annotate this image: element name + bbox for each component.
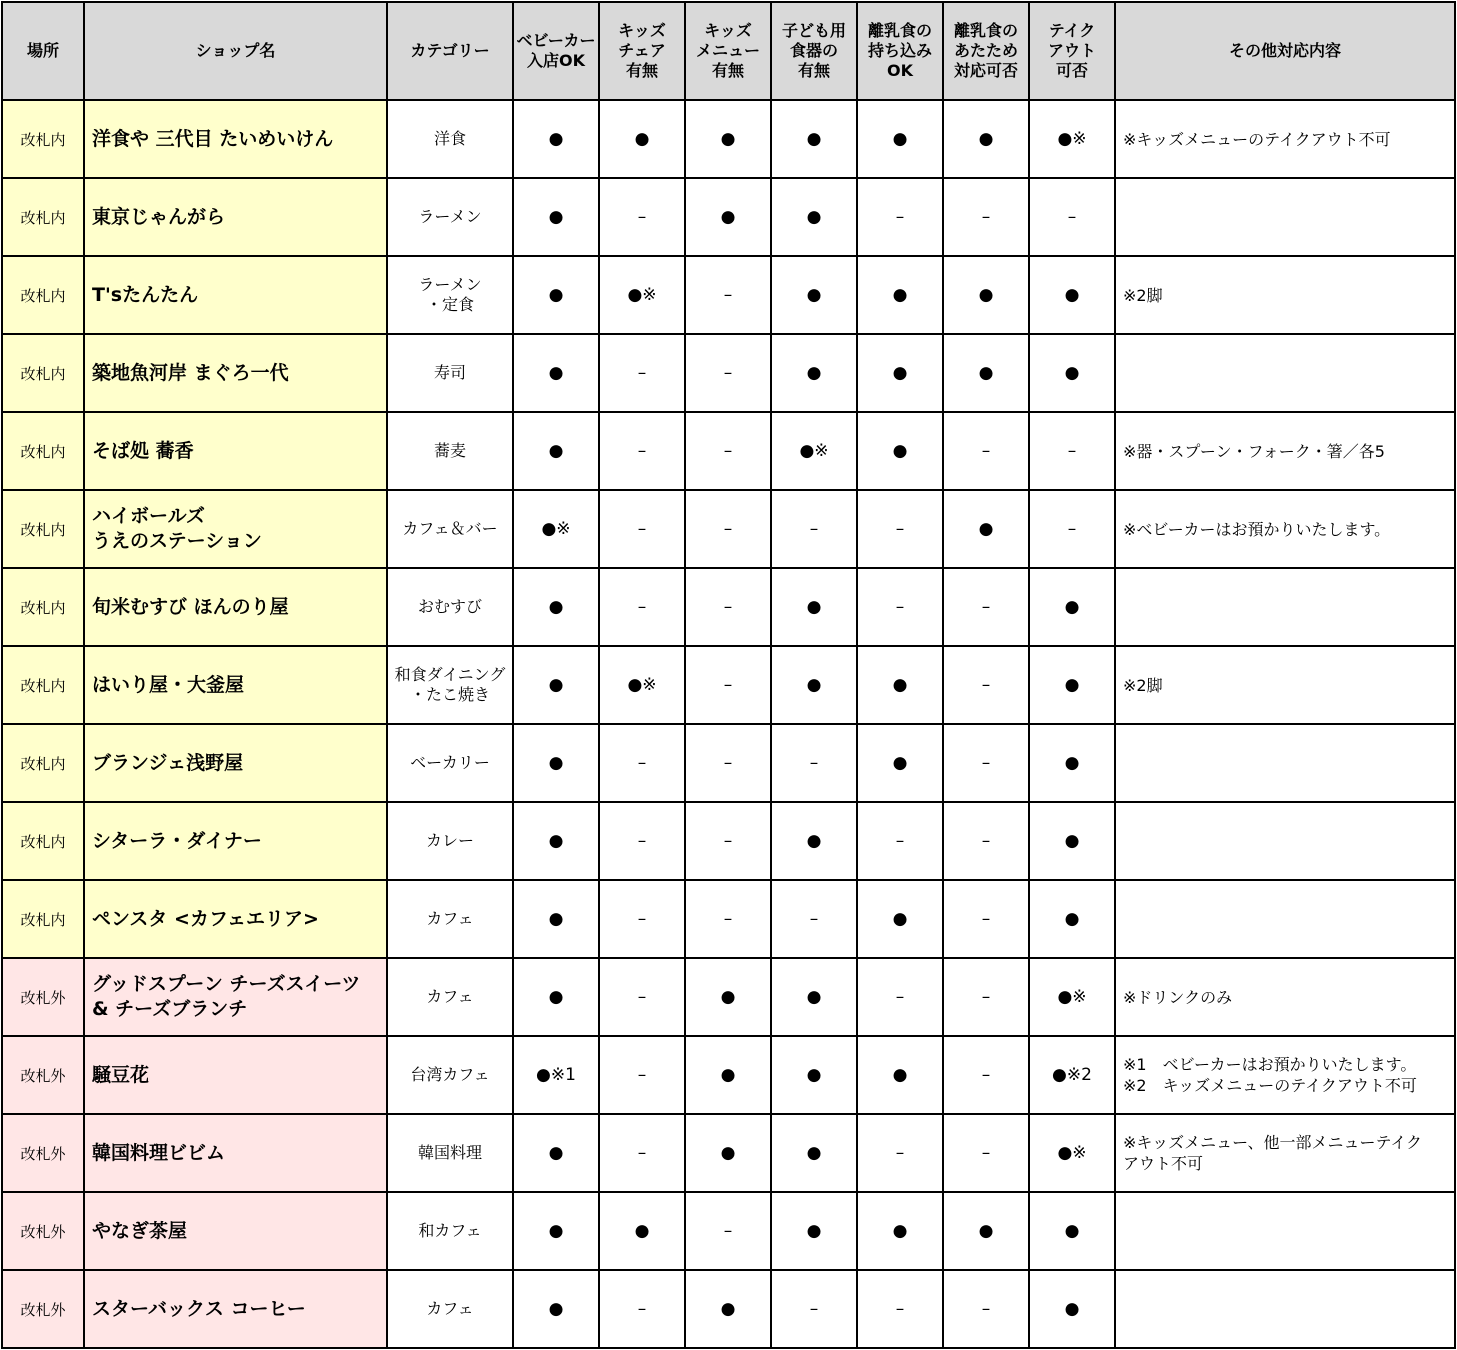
takeout-mark: ●※: [1029, 100, 1115, 178]
baby-food-bring-in-mark: ●: [857, 100, 943, 178]
location-cell: 改札外: [2, 1036, 84, 1114]
shop-name-line: スターバックス コーヒー: [92, 1297, 306, 1320]
baby-food-warming-mark: ●: [943, 490, 1029, 568]
location-cell: 改札内: [2, 178, 84, 256]
note-line: ※ベビーカーはお預かりいたします。: [1123, 519, 1391, 539]
stroller-ok-mark: ●: [513, 1270, 599, 1348]
location-cell: 改札内: [2, 490, 84, 568]
shop-name-line: 洋食や 三代目 たいめいけん: [92, 127, 334, 150]
notes-cell: [1115, 1192, 1455, 1270]
shop-name-line: そば処 蕎香: [92, 439, 194, 462]
shop-name-line: 旬米むすび ほんのり屋: [92, 595, 289, 618]
kids-menu-mark: –: [685, 724, 771, 802]
header-line: テイク: [1048, 21, 1096, 40]
header-row: [2, 2, 1455, 100]
category-cell: [387, 958, 513, 1036]
kids-tableware-mark: ●: [771, 958, 857, 1036]
shop-facility-table: [1, 1, 1456, 1349]
shop-name-cell: [84, 724, 387, 802]
stroller-ok-mark: ●: [513, 802, 599, 880]
stroller-ok-mark: ●: [513, 1114, 599, 1192]
category-cell: [387, 1114, 513, 1192]
stroller-ok-mark: ●※1: [513, 1036, 599, 1114]
baby-food-warming-mark: –: [943, 178, 1029, 256]
takeout-mark: ●: [1029, 646, 1115, 724]
location-cell: 改札内: [2, 802, 84, 880]
stroller-ok-mark: ●: [513, 568, 599, 646]
table-row: [2, 568, 1455, 646]
kids-chair-mark: ●※: [599, 646, 685, 724]
notes-cell: [1115, 178, 1455, 256]
shop-name-line: ハイボールズ: [92, 505, 206, 527]
stroller-ok-mark: ●: [513, 646, 599, 724]
notes-cell: [1115, 412, 1455, 490]
header-kids-chair: [599, 2, 685, 100]
category-line: カフェ＆バー: [402, 519, 498, 538]
note-line: ※1 ベビーカーはお預かりいたします。: [1123, 1055, 1417, 1074]
shop-name-cell: [84, 1036, 387, 1114]
baby-food-bring-in-mark: ●: [857, 412, 943, 490]
category-cell: [387, 334, 513, 412]
header-line: キッズ: [704, 21, 752, 40]
notes-cell: [1115, 100, 1455, 178]
stroller-ok-mark: ●: [513, 880, 599, 958]
kids-menu-mark: –: [685, 880, 771, 958]
shop-name-cell: [84, 1192, 387, 1270]
header-kids-tableware: [771, 2, 857, 100]
kids-tableware-mark: ●: [771, 1114, 857, 1192]
shop-name-line: シターラ・ダイナー: [92, 829, 262, 852]
shop-name-line: グッドスプーン チーズスイーツ: [92, 973, 361, 995]
table-body: [2, 100, 1455, 1348]
category-line: 韓国料理: [417, 1143, 482, 1162]
baby-food-bring-in-mark: –: [857, 178, 943, 256]
kids-chair-mark: ●※: [599, 256, 685, 334]
note-line: ※2脚: [1123, 675, 1163, 695]
category-cell: [387, 802, 513, 880]
stroller-ok-mark: ●: [513, 100, 599, 178]
shop-name-line: うえのステーション: [92, 530, 262, 552]
kids-chair-mark: –: [599, 1114, 685, 1192]
notes-cell: [1115, 1270, 1455, 1348]
category-cell: [387, 568, 513, 646]
kids-menu-mark: ●: [685, 178, 771, 256]
baby-food-warming-mark: –: [943, 1114, 1029, 1192]
category-line: 洋食: [433, 129, 466, 148]
note-line: ※キッズメニュー、他一部メニューテイク: [1123, 1133, 1423, 1152]
header-line: 有無: [625, 61, 658, 80]
shop-name-line: やなぎ茶屋: [92, 1219, 188, 1242]
baby-food-bring-in-mark: ●: [857, 646, 943, 724]
takeout-mark: ●: [1029, 568, 1115, 646]
header-line: OK: [887, 61, 913, 80]
category-cell: [387, 880, 513, 958]
takeout-mark: ●: [1029, 802, 1115, 880]
header-line: キッズ: [618, 21, 666, 40]
location-cell: 改札外: [2, 1192, 84, 1270]
kids-chair-mark: –: [599, 880, 685, 958]
header-line: 食器の: [789, 41, 838, 60]
baby-food-warming-mark: –: [943, 880, 1029, 958]
note-line: ※器・スプーン・フォーク・箸／各5: [1123, 441, 1385, 461]
kids-menu-mark: ●: [685, 958, 771, 1036]
notes-cell: [1115, 958, 1455, 1036]
kids-menu-mark: –: [685, 334, 771, 412]
table-row: [2, 412, 1455, 490]
category-cell: [387, 412, 513, 490]
takeout-mark: ●※2: [1029, 1036, 1115, 1114]
location-cell: 改札内: [2, 724, 84, 802]
kids-tableware-mark: ●: [771, 802, 857, 880]
table-row: [2, 100, 1455, 178]
header-baby-food-bring-in: [857, 2, 943, 100]
kids-menu-mark: –: [685, 802, 771, 880]
category-line: ベーカリー: [410, 753, 490, 772]
category-line: 蕎麦: [433, 441, 466, 460]
location-cell: 改札内: [2, 334, 84, 412]
stroller-ok-mark: ●: [513, 178, 599, 256]
kids-tableware-mark: ●: [771, 646, 857, 724]
header-kids-menu: [685, 2, 771, 100]
kids-chair-mark: –: [599, 568, 685, 646]
category-line: 台湾カフェ: [410, 1065, 490, 1084]
kids-chair-mark: –: [599, 958, 685, 1036]
header-line: あたため: [953, 41, 1018, 60]
location-cell: 改札内: [2, 880, 84, 958]
category-line: ラーメン: [418, 207, 482, 226]
stroller-ok-mark: ●: [513, 334, 599, 412]
shop-name-cell: [84, 334, 387, 412]
shop-name-cell: [84, 880, 387, 958]
table-row: [2, 490, 1455, 568]
location-cell: 改札内: [2, 646, 84, 724]
kids-menu-mark: –: [685, 412, 771, 490]
takeout-mark: –: [1029, 490, 1115, 568]
header-line: 持ち込み: [867, 41, 932, 60]
header-line: 有無: [711, 61, 744, 80]
category-cell: [387, 1036, 513, 1114]
header-line: 有無: [797, 61, 830, 80]
note-line: アウト不可: [1123, 1154, 1204, 1173]
baby-food-warming-mark: –: [943, 568, 1029, 646]
kids-chair-mark: –: [599, 724, 685, 802]
baby-food-bring-in-mark: ●: [857, 334, 943, 412]
shop-name-line: 韓国料理ビビム: [92, 1141, 226, 1164]
shop-name-cell: [84, 646, 387, 724]
table-row: [2, 724, 1455, 802]
shop-name-cell: [84, 256, 387, 334]
shop-name-cell: [84, 490, 387, 568]
takeout-mark: ●※: [1029, 958, 1115, 1036]
header-line: 対応可否: [953, 61, 1018, 80]
notes-cell: [1115, 646, 1455, 724]
kids-tableware-mark: ●: [771, 100, 857, 178]
baby-food-warming-mark: –: [943, 802, 1029, 880]
table-row: [2, 1114, 1455, 1192]
kids-chair-mark: –: [599, 1036, 685, 1114]
notes-cell: [1115, 1114, 1455, 1192]
category-line: ラーメン: [418, 275, 482, 294]
kids-menu-mark: –: [685, 256, 771, 334]
category-line: 寿司: [433, 363, 466, 382]
baby-food-bring-in-mark: ●: [857, 1036, 943, 1114]
notes-cell: [1115, 1036, 1455, 1114]
kids-tableware-mark: ●: [771, 334, 857, 412]
header-stroller-ok: [513, 2, 599, 100]
baby-food-bring-in-mark: –: [857, 1270, 943, 1348]
stroller-ok-mark: ●※: [513, 490, 599, 568]
location-cell: 改札内: [2, 100, 84, 178]
category-line: おむすび: [417, 597, 482, 616]
kids-tableware-mark: –: [771, 1270, 857, 1348]
shop-name-line: 築地魚河岸 まぐろ一代: [92, 361, 289, 384]
table-row: [2, 178, 1455, 256]
kids-menu-mark: –: [685, 568, 771, 646]
takeout-mark: ●: [1029, 334, 1115, 412]
baby-food-warming-mark: ●: [943, 256, 1029, 334]
category-line: カフェ: [426, 909, 474, 928]
category-line: 和食ダイニング: [394, 665, 506, 684]
baby-food-bring-in-mark: –: [857, 958, 943, 1036]
shop-name-cell: [84, 802, 387, 880]
location-cell: 改札外: [2, 1270, 84, 1348]
shop-name-line: 騒豆花: [92, 1063, 150, 1086]
baby-food-warming-mark: ●: [943, 334, 1029, 412]
baby-food-warming-mark: –: [943, 1036, 1029, 1114]
table-row: [2, 1192, 1455, 1270]
category-line: ・たこ焼き: [409, 685, 490, 704]
header-line: 可否: [1055, 61, 1088, 80]
kids-tableware-mark: ●: [771, 1036, 857, 1114]
header-shop-name: ショップ名: [84, 2, 387, 100]
baby-food-bring-in-mark: ●: [857, 256, 943, 334]
baby-food-warming-mark: –: [943, 724, 1029, 802]
category-cell: [387, 1192, 513, 1270]
category-cell: [387, 1270, 513, 1348]
baby-food-warming-mark: –: [943, 958, 1029, 1036]
header-line: 子ども用: [781, 21, 846, 40]
takeout-mark: –: [1029, 412, 1115, 490]
shop-name-cell: [84, 958, 387, 1036]
header-line: 入店OK: [526, 51, 585, 70]
takeout-mark: ●※: [1029, 1114, 1115, 1192]
kids-tableware-mark: ●: [771, 178, 857, 256]
baby-food-warming-mark: ●: [943, 1192, 1029, 1270]
category-cell: [387, 256, 513, 334]
table-row: [2, 1036, 1455, 1114]
kids-tableware-mark: –: [771, 880, 857, 958]
header-line: メニュー: [695, 41, 760, 60]
notes-cell: [1115, 490, 1455, 568]
kids-menu-mark: –: [685, 646, 771, 724]
notes-cell: [1115, 568, 1455, 646]
header-line: 離乳食の: [953, 21, 1018, 40]
notes-cell: [1115, 724, 1455, 802]
kids-tableware-mark: –: [771, 724, 857, 802]
shop-name-cell: [84, 568, 387, 646]
shop-name-line: ペンスタ <カフェエリア>: [92, 907, 319, 930]
kids-chair-mark: ●: [599, 100, 685, 178]
shop-name-cell: [84, 1114, 387, 1192]
stroller-ok-mark: ●: [513, 1192, 599, 1270]
header-baby-food-warming: [943, 2, 1029, 100]
header-location: 場所: [2, 2, 84, 100]
header-line: ベビーカー: [516, 31, 596, 50]
baby-food-bring-in-mark: –: [857, 490, 943, 568]
category-cell: [387, 724, 513, 802]
kids-chair-mark: –: [599, 1270, 685, 1348]
table-row: [2, 1270, 1455, 1348]
kids-menu-mark: ●: [685, 100, 771, 178]
baby-food-bring-in-mark: –: [857, 1114, 943, 1192]
kids-tableware-mark: ●: [771, 568, 857, 646]
baby-food-bring-in-mark: ●: [857, 1192, 943, 1270]
kids-chair-mark: –: [599, 802, 685, 880]
header-line: 離乳食の: [867, 21, 932, 40]
location-cell: 改札外: [2, 1114, 84, 1192]
takeout-mark: ●: [1029, 256, 1115, 334]
location-cell: 改札内: [2, 568, 84, 646]
table-row: [2, 646, 1455, 724]
baby-food-bring-in-mark: –: [857, 802, 943, 880]
kids-chair-mark: –: [599, 178, 685, 256]
baby-food-bring-in-mark: ●: [857, 724, 943, 802]
shop-name-cell: [84, 412, 387, 490]
baby-food-bring-in-mark: ●: [857, 880, 943, 958]
table-row: [2, 958, 1455, 1036]
kids-chair-mark: –: [599, 412, 685, 490]
notes-cell: [1115, 802, 1455, 880]
stroller-ok-mark: ●: [513, 412, 599, 490]
category-cell: [387, 490, 513, 568]
shop-name-line: & チーズブランチ: [92, 998, 248, 1020]
table-row: [2, 880, 1455, 958]
shop-name-line: はいり屋・大釜屋: [92, 673, 245, 696]
baby-food-warming-mark: ●: [943, 100, 1029, 178]
kids-menu-mark: ●: [685, 1114, 771, 1192]
kids-tableware-mark: ●※: [771, 412, 857, 490]
category-line: カフェ: [426, 987, 474, 1006]
note-line: ※2脚: [1123, 285, 1163, 305]
note-line: ※ドリンクのみ: [1123, 987, 1233, 1007]
kids-menu-mark: ●: [685, 1270, 771, 1348]
kids-chair-mark: –: [599, 334, 685, 412]
takeout-mark: ●: [1029, 1270, 1115, 1348]
kids-menu-mark: –: [685, 1192, 771, 1270]
header-line: チェア: [618, 41, 666, 60]
location-cell: 改札内: [2, 412, 84, 490]
notes-cell: [1115, 256, 1455, 334]
notes-cell: [1115, 880, 1455, 958]
header-takeout: [1029, 2, 1115, 100]
category-line: カレー: [425, 831, 474, 850]
kids-tableware-mark: ●: [771, 1192, 857, 1270]
note-line: ※キッズメニューのテイクアウト不可: [1123, 129, 1391, 149]
takeout-mark: ●: [1029, 880, 1115, 958]
location-cell: 改札内: [2, 256, 84, 334]
shop-name-line: ブランジェ浅野屋: [92, 751, 244, 774]
shop-name-cell: [84, 1270, 387, 1348]
shop-name-line: T'sたんたん: [92, 283, 199, 306]
takeout-mark: ●: [1029, 1192, 1115, 1270]
kids-chair-mark: –: [599, 490, 685, 568]
category-cell: [387, 178, 513, 256]
header-other-notes: その他対応内容: [1115, 2, 1455, 100]
shop-name-cell: [84, 178, 387, 256]
baby-food-warming-mark: –: [943, 1270, 1029, 1348]
baby-food-bring-in-mark: –: [857, 568, 943, 646]
stroller-ok-mark: ●: [513, 958, 599, 1036]
stroller-ok-mark: ●: [513, 256, 599, 334]
kids-tableware-mark: ●: [771, 256, 857, 334]
category-line: カフェ: [426, 1299, 474, 1318]
shop-name-line: 東京じゃんがら: [92, 205, 226, 228]
category-line: ・定食: [425, 295, 474, 314]
takeout-mark: –: [1029, 178, 1115, 256]
table-row: [2, 802, 1455, 880]
category-cell: [387, 100, 513, 178]
stroller-ok-mark: ●: [513, 724, 599, 802]
table-row: [2, 256, 1455, 334]
table-row: [2, 334, 1455, 412]
kids-menu-mark: ●: [685, 1036, 771, 1114]
kids-tableware-mark: –: [771, 490, 857, 568]
takeout-mark: ●: [1029, 724, 1115, 802]
notes-cell: [1115, 334, 1455, 412]
baby-food-warming-mark: –: [943, 412, 1029, 490]
location-cell: 改札外: [2, 958, 84, 1036]
kids-menu-mark: –: [685, 490, 771, 568]
baby-food-warming-mark: –: [943, 646, 1029, 724]
category-line: 和カフェ: [418, 1221, 482, 1240]
header-category: カテゴリー: [387, 2, 513, 100]
note-line: ※2 キッズメニューのテイクアウト不可: [1123, 1076, 1417, 1095]
header-line: アウト: [1047, 41, 1096, 60]
shop-name-cell: [84, 100, 387, 178]
category-cell: [387, 646, 513, 724]
kids-chair-mark: ●: [599, 1192, 685, 1270]
